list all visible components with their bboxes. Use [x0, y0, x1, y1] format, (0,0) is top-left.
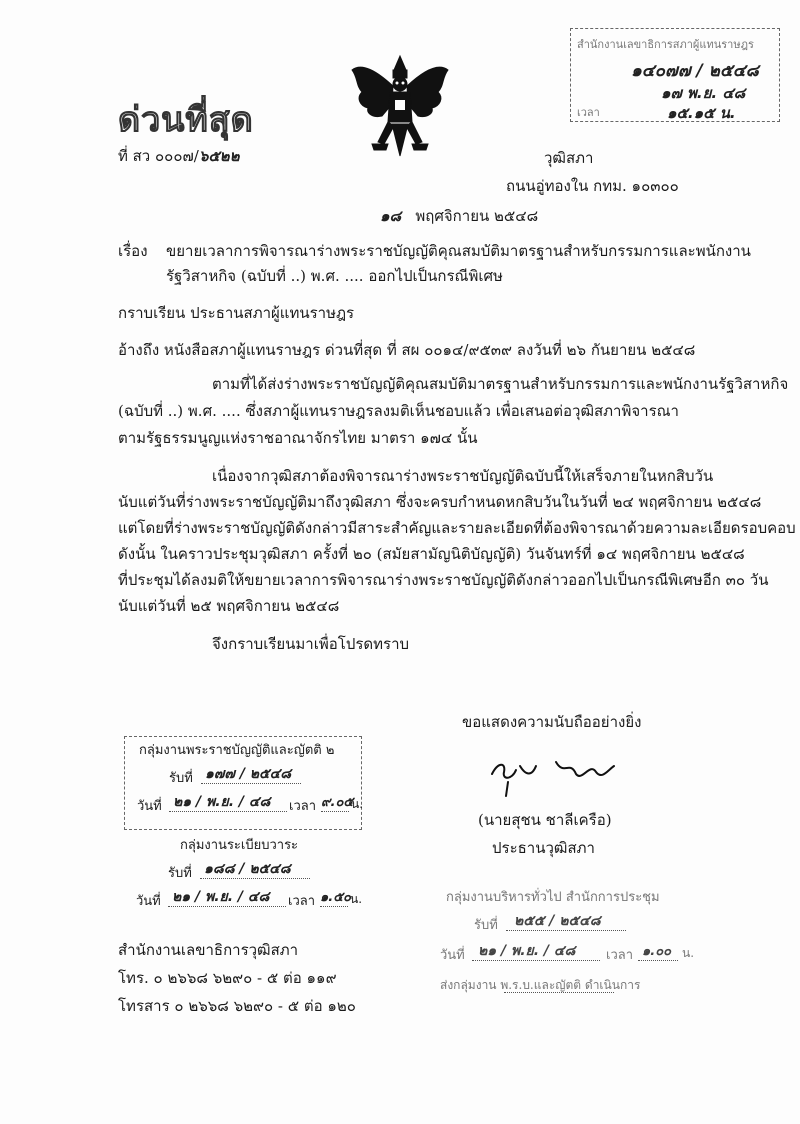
received-stamp-bill-group-number: ๑๗๗ / ๒๕๔๘ — [205, 766, 292, 782]
office-name: สำนักงานเลขาธิการวุฒิสภา — [118, 941, 299, 959]
received-stamp-bill-group-date-label: วันที่ — [137, 799, 162, 814]
closing-regards: ขอแสดงความนับถืออย่างยิ่ง — [462, 713, 642, 731]
letter-date-month-year: พฤศจิกายน ๒๕๔๘ — [415, 207, 539, 225]
received-stamp-date: ๑๗ พ.ย. ๔๘ — [661, 84, 746, 102]
received-stamp-meeting-office-unit: น. — [682, 946, 695, 960]
received-stamp-agenda-group-time-label: เวลา — [288, 894, 316, 909]
received-stamp-meeting-office — [438, 880, 700, 1002]
paragraph-1-line: ตามรัฐธรรมนูญแห่งราชอาณาจักรไทย มาตรา ๑๗๔ นั้น — [118, 429, 478, 447]
paragraph-1-line: ตามที่ได้ส่งร่างพระราชบัญญัติคุณสมบัติมาตรฐานสำหรับกรรมการและพนักงานรัฐวิสาหกิจ — [212, 375, 789, 393]
letter-date-day: ๑๘ — [380, 207, 402, 225]
signature — [486, 752, 636, 800]
salutation: กราบเรียน ประธานสภาผู้แทนราษฎร — [118, 304, 355, 322]
received-stamp-top-right — [570, 28, 780, 122]
paragraph-2-line: เนื่องจากวุฒิสภาต้องพิจารณาร่างพระราชบัญญัติฉบับนี้ให้เสร็จภายในหกสิบวัน — [212, 467, 714, 485]
paragraph-2-line: ดังนั้น ในคราวประชุมวุฒิสภา ครั้งที่ ๒๐ (สมัยสามัญนิติบัญญัติ) วันจันทร์ที่ ๑๔ พฤศจิกายน ๒๕๔๘ — [118, 545, 745, 563]
received-stamp-meeting-office-date: ๒๑ / พ.ย. / ๔๘ — [478, 943, 576, 959]
received-stamp-bill-group-time: ๙.๐๕ — [321, 795, 354, 810]
received-stamp-agenda-group-date-label: วันที่ — [136, 894, 161, 909]
paragraph-2-line: แต่โดยที่ร่างพระราชบัญญัติดังกล่าวมีสาระสำคัญและรายละเอียดที่ต้องพิจารณาด้วยความละเอียดรอบคอบ — [118, 519, 796, 537]
paragraph-2-line: นับแต่วันที่ร่างพระราชบัญญัติมาถึงวุฒิสภา ซึ่งจะครบกำหนดหกสิบวันในวันที่ ๒๔ พฤศจิกายน ๒๕๔๘ — [118, 493, 762, 511]
received-stamp-agenda-group-title: กลุ่มงานระเบียบวาระ — [180, 838, 299, 853]
subject-line-1: ขยายเวลาการพิจารณาร่างพระราชบัญญัติคุณสมบัติมาตรฐานสำหรับกรรมการและพนักงาน — [166, 242, 751, 260]
urgency-stamp: ด่วนที่สุด — [118, 100, 254, 140]
received-stamp-meeting-office-number: ๒๕๕ / ๒๕๔๘ — [514, 913, 601, 929]
subject-label: เรื่อง — [118, 242, 148, 260]
received-stamp-bill-group-time-label: เวลา — [289, 799, 317, 814]
received-stamp-meeting-office-time-label: เวลา — [606, 948, 634, 963]
received-stamp-time: ๑๕.๑๕ น. — [667, 104, 736, 122]
signatory-name: (นายสุชน ชาลีเครือ) — [478, 811, 612, 829]
received-stamp-meeting-office-received-label: รับที่ — [474, 918, 498, 933]
paragraph-2-line: ที่ประชุมได้ลงมติให้ขยายเวลาการพิจารณาร่างพระราชบัญญัติดังกล่าวออกไปเป็นกรณีพิเศษอีก ๓๐ วัน — [118, 571, 769, 589]
received-stamp-agenda-group-date: ๒๑ / พ.ย. / ๔๘ — [172, 889, 270, 905]
signatory-title: ประธานวุฒิสภา — [492, 839, 595, 857]
sender-organization: วุฒิสภา — [544, 149, 594, 167]
received-stamp-bill-group-unit: น. — [351, 797, 364, 811]
closing-request: จึงกราบเรียนมาเพื่อโปรดทราบ — [212, 635, 410, 653]
sender-address: ถนนอู่ทองใน กทม. ๑๐๓๐๐ — [506, 177, 679, 195]
received-stamp-meeting-office-title: กลุ่มงานบริหารทั่วไป สำนักการประชุม — [446, 890, 660, 905]
received-stamp-agenda-group-unit: น. — [350, 892, 363, 906]
received-stamp-bill-group-received-label: รับที่ — [169, 771, 193, 786]
received-stamp-title: สำนักงานเลขาธิการสภาผู้แทนราษฎร — [577, 38, 754, 51]
paragraph-1-line: (ฉบับที่ ..) พ.ศ. .... ซึ่งสภาผู้แทนราษฎรลงมติเห็นชอบแล้ว เพื่อเสนอต่อวุฒิสภาพิจารณา — [118, 402, 679, 420]
reference-number-prefix: ที่ สว ๐๐๐๗/ — [118, 147, 199, 165]
received-stamp-agenda-group — [124, 832, 363, 916]
received-stamp-bill-group-date: ๒๑ / พ.ย. / ๔๘ — [173, 794, 271, 810]
office-telephone: โทร. ๐ ๒๖๖๘ ๖๒๙๐ - ๕ ต่อ ๑๑๙ — [118, 969, 337, 987]
received-stamp-bill-group — [124, 736, 362, 830]
subject-line-2: รัฐวิสาหกิจ (ฉบับที่ ..) พ.ศ. .... ออกไปเป็นกรณีพิเศษ — [166, 267, 503, 285]
letter-date — [380, 206, 538, 226]
received-stamp-agenda-group-received-label: รับที่ — [168, 866, 192, 881]
received-stamp-agenda-group-number: ๑๘๘ / ๒๕๔๘ — [204, 861, 291, 877]
received-stamp-number: ๑๔๐๗๗ / ๒๕๔๘ — [631, 61, 759, 81]
received-stamp-meeting-office-time: ๑.๐๐ — [642, 944, 672, 959]
received-stamp-meeting-office-date-label: วันที่ — [440, 948, 465, 963]
office-fax: โทรสาร ๐ ๒๖๖๘ ๖๒๙๐ - ๕ ต่อ ๑๒๐ — [118, 997, 356, 1015]
received-stamp-agenda-group-time: ๑.๕๐ — [320, 890, 351, 905]
received-stamp-meeting-office-forward: ส่งกลุ่มงาน พ.ร.บ.และญัตติ ดำเนินการ — [440, 978, 641, 992]
received-stamp-bill-group-title: กลุ่มงานพระราชบัญญัติและญัตติ ๒ — [139, 743, 335, 758]
reference-number-handwritten: ๖๕๒๒ — [198, 147, 240, 165]
reference-line: อ้างถึง หนังสือสภาผู้แทนราษฎร ด่วนที่สุด ที่ สผ ๐๐๑๔/๙๕๓๙ ลงวันที่ ๒๖ กันยายน ๒๕๔๘ — [118, 341, 696, 359]
received-stamp-time-label: เวลา — [577, 106, 600, 119]
garuda-emblem-icon — [348, 52, 452, 160]
paragraph-2-line: นับแต่วันที่ ๒๕ พฤศจิกายน ๒๕๔๘ — [118, 597, 340, 615]
reference-number — [118, 146, 239, 166]
